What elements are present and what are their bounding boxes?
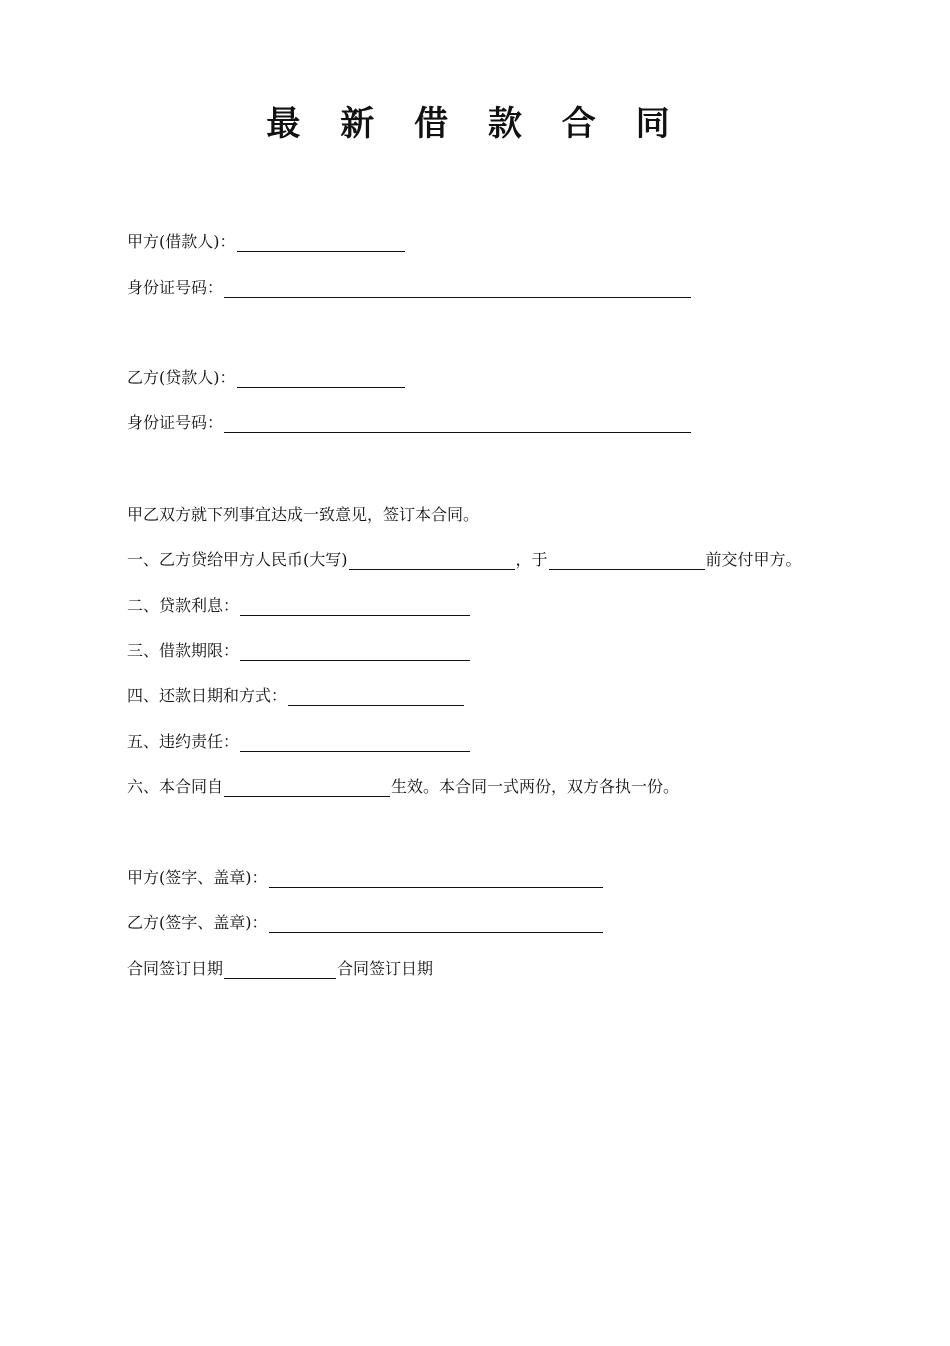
clause-1-row	[127, 550, 802, 570]
signature-b-blank[interactable]	[269, 916, 603, 933]
party-b-row	[127, 368, 406, 388]
clause-2-label: 二、贷款利息：	[127, 596, 240, 615]
clause-1-suffix: 前交付甲方。	[705, 550, 802, 569]
party-b-label: 乙方(贷款人)：	[127, 368, 236, 387]
clause-2-row	[127, 596, 471, 616]
party-b-id-blank[interactable]	[224, 416, 691, 433]
intro-text: 甲乙双方就下列事宜达成一致意见，签订本合同。	[127, 505, 480, 524]
party-b-name-blank[interactable]	[237, 371, 405, 388]
clause-6-suffix: 生效。本合同一式两份，双方各执一份。	[391, 777, 680, 796]
effective-date-blank[interactable]	[224, 780, 390, 797]
party-b-id-row	[127, 413, 692, 433]
liability-blank[interactable]	[240, 735, 470, 752]
clause-3-label: 三、借款期限：	[127, 641, 240, 660]
loan-amount-blank[interactable]	[349, 553, 515, 570]
clause-6-row	[127, 777, 679, 797]
signing-date-prefix: 合同签订日期	[127, 959, 224, 978]
signature-a-row	[127, 868, 604, 888]
party-a-id-blank[interactable]	[224, 281, 691, 298]
interest-blank[interactable]	[240, 599, 470, 616]
clause-5-label: 五、违约责任：	[127, 732, 240, 751]
page-title: 最 新 借 款 合 同	[266, 104, 684, 144]
signing-date-row	[127, 959, 433, 979]
party-a-id-label: 身份证号码：	[127, 278, 224, 297]
clause-4-label: 四、还款日期和方式：	[127, 686, 288, 705]
party-a-name-blank[interactable]	[237, 235, 405, 252]
party-a-row	[127, 232, 406, 252]
party-a-label: 甲方(借款人)：	[127, 232, 236, 251]
signing-date-blank[interactable]	[224, 962, 336, 979]
party-b-id-label: 身份证号码：	[127, 413, 224, 432]
repayment-blank[interactable]	[288, 689, 464, 706]
signature-a-blank[interactable]	[269, 871, 603, 888]
term-blank[interactable]	[240, 644, 470, 661]
signature-a-label: 甲方(签字、盖章)：	[127, 868, 268, 887]
clause-1-prefix: 一、乙方贷给甲方人民币(大写)	[127, 550, 348, 569]
intro-row	[127, 505, 479, 525]
signature-b-label: 乙方(签字、盖章)：	[127, 913, 268, 932]
clause-5-row	[127, 732, 471, 752]
clause-3-row	[127, 641, 471, 661]
clause-1-middle: ，于	[515, 550, 548, 569]
signing-date-suffix: 合同签订日期	[337, 959, 434, 978]
signature-b-row	[127, 913, 604, 933]
clause-6-prefix: 六、本合同自	[127, 777, 224, 796]
party-a-id-row	[127, 278, 692, 298]
clause-4-row	[127, 686, 465, 706]
delivery-date-blank[interactable]	[549, 553, 705, 570]
